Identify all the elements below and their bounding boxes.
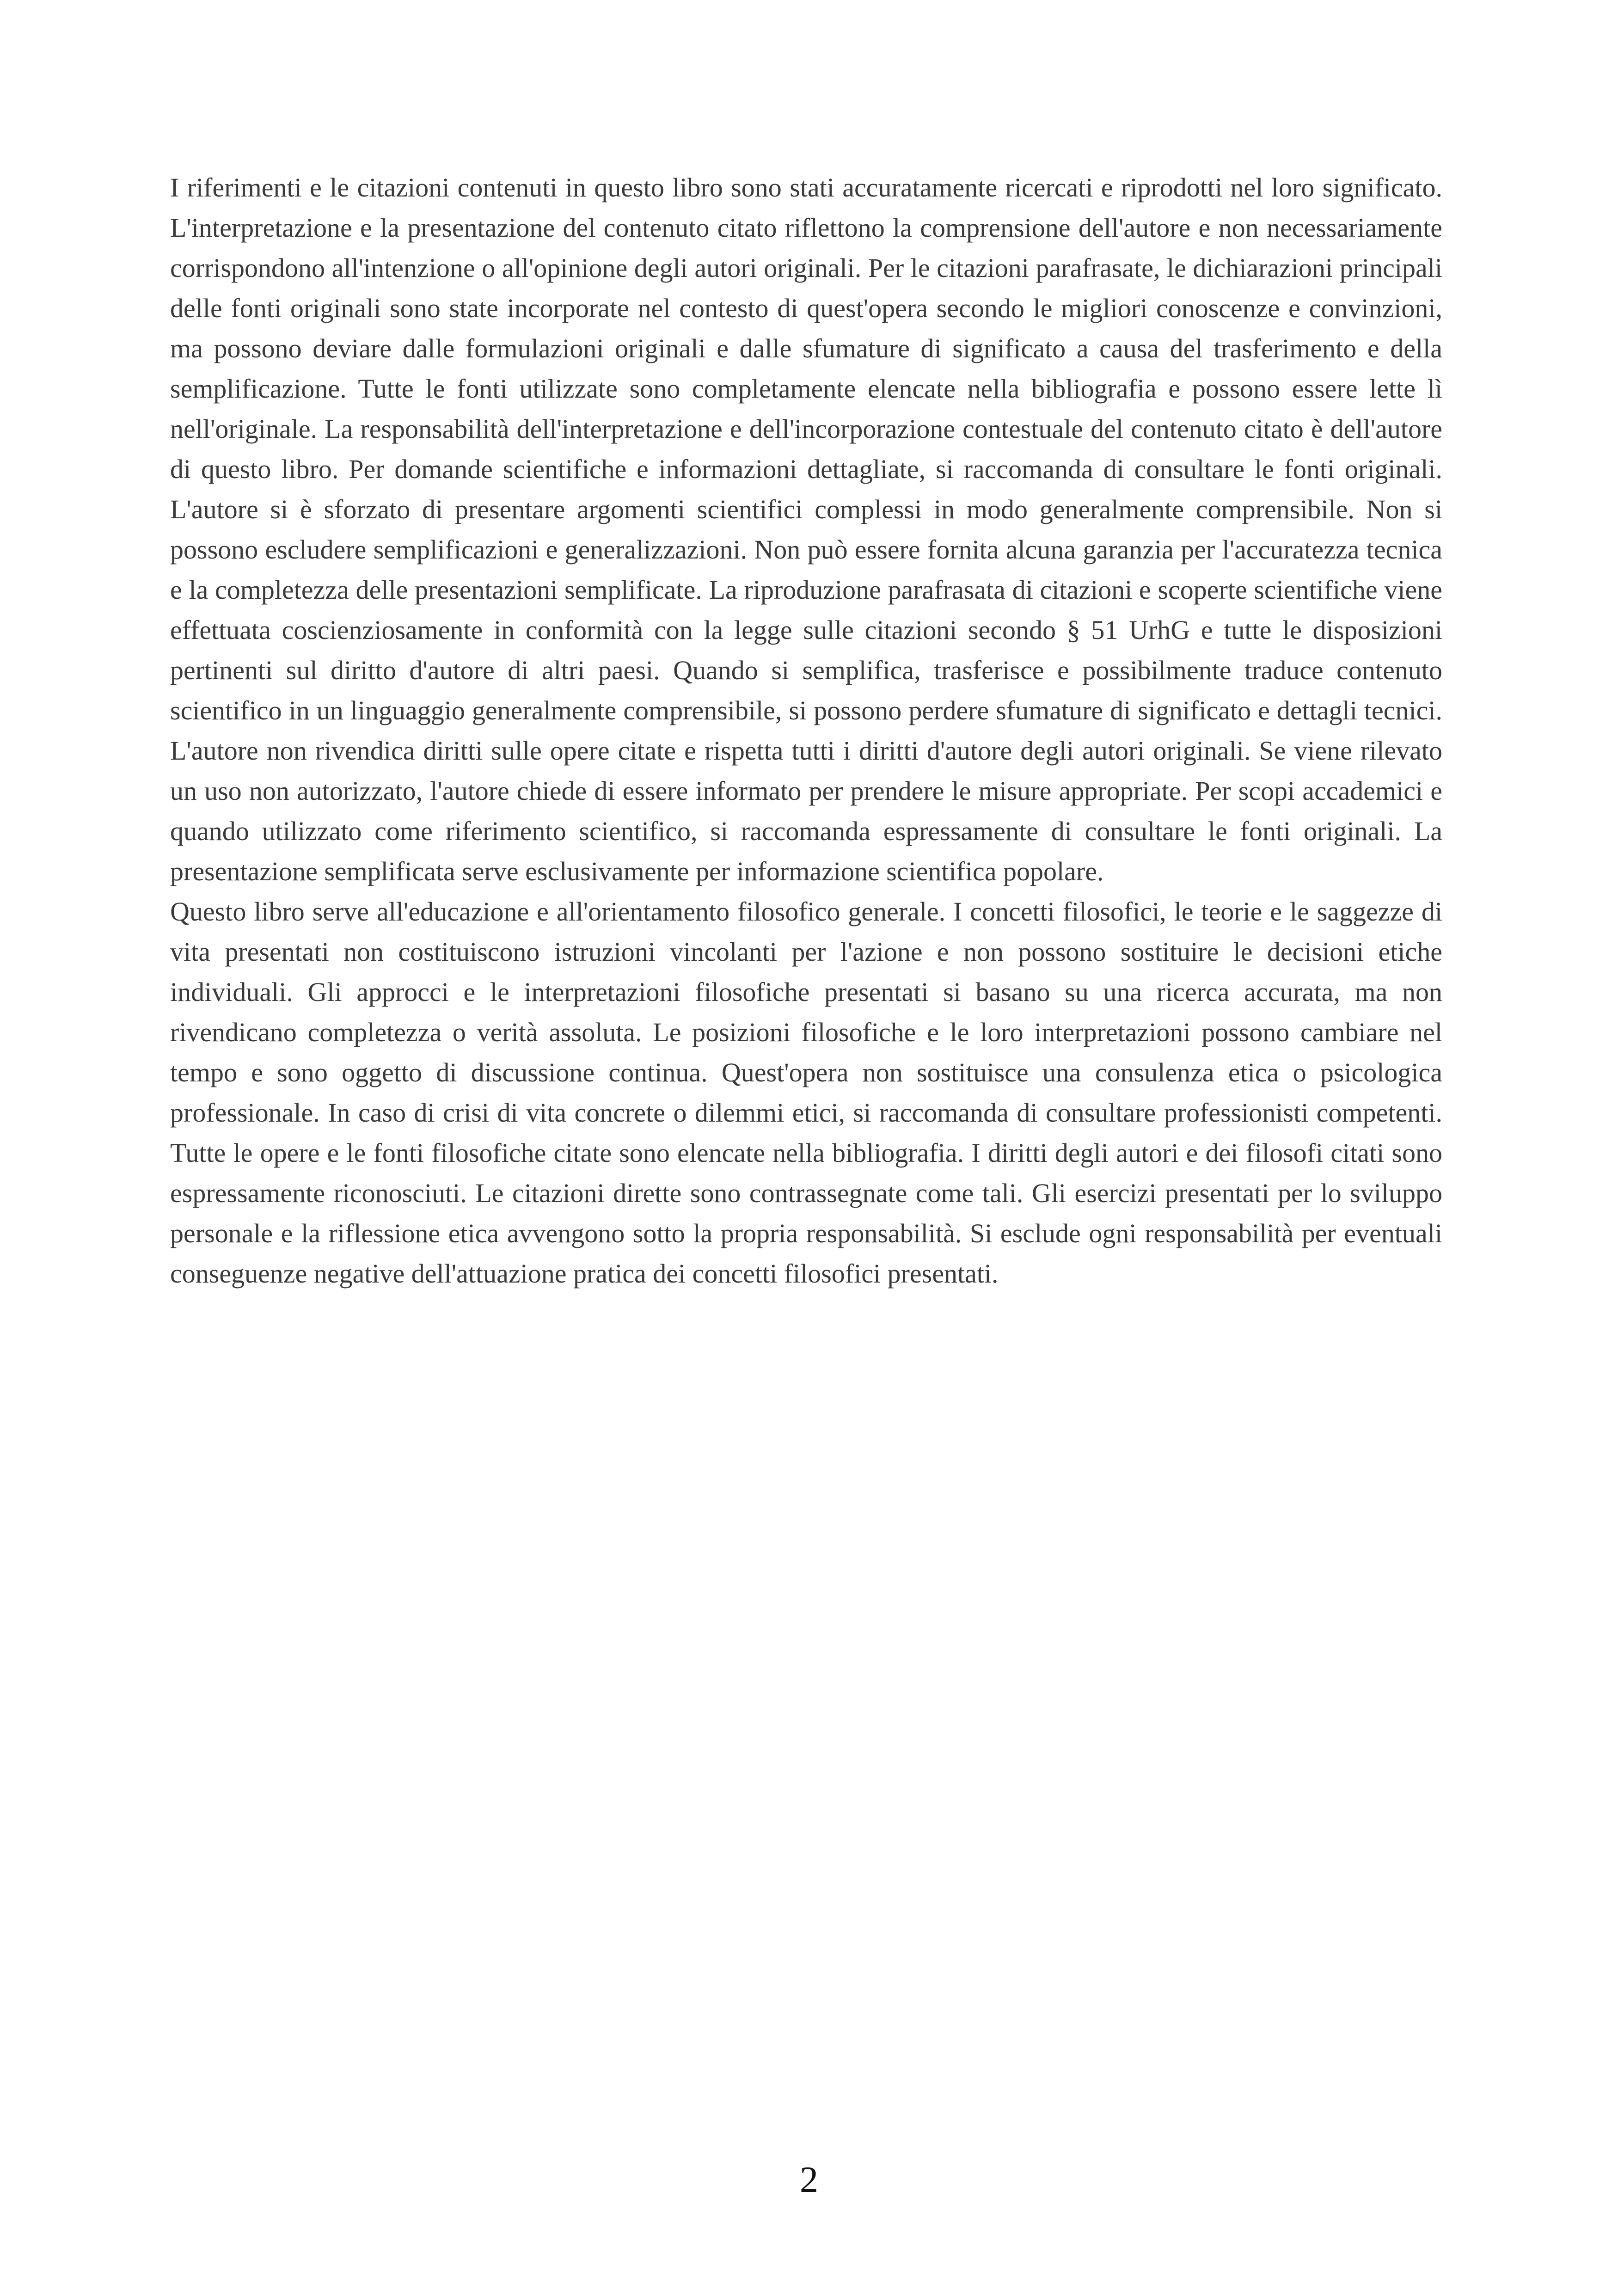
page-number: 2 xyxy=(800,2160,818,2200)
paragraph-references-disclaimer: I riferimenti e le citazioni contenuti in questo libro sono stati accuratamente ricercati e riprodotti nel loro significato. L'interpretazione e la presentazione del contenuto citato riflettono la comprensione dell'autore e non necessariamente corrispondono all'intenzione o all'opinione degli autori originali. Per le citazioni parafrasate, le dichiarazioni principali delle fonti originali sono state incorporate nel contesto di quest'opera secondo le migliori conoscenze e convinzioni, ma possono deviare dalle formulazioni originali e dalle sfumature di significato a causa del trasferimento e della semplificazione. Tutte le fonti utilizzate sono completamente elencate nella bibliografia e possono essere lette lì nell'originale. La responsabilità dell'interpretazione e dell'incorporazione contestuale del contenuto citato è dell'autore di questo libro. Per domande scientifiche e informazioni dettagliate, si raccomanda di consultare le fonti originali. L'autore si è sforzato di presentare argomenti scientifici complessi in modo generalmente comprensibile. Non si possono escludere semplificazioni e generalizzazioni. Non può essere fornita alcuna garanzia per l'accuratezza tecnica e la completezza delle presentazioni semplificate. La riproduzione parafrasata di citazioni e scoperte scientifiche viene effettuata coscienziosamente in conformità con la legge sulle citazioni secondo § 51 UrhG e tutte le disposizioni pertinenti sul diritto d'autore di altri paesi. Quando si semplifica, trasferisce e possibilmente traduce contenuto scientifico in un linguaggio generalmente comprensibile, si possono perdere sfumature di significato e dettagli tecnici. L'autore non rivendica diritti sulle opere citate e rispetta tutti i diritti d'autore degli autori originali. Se viene rilevato un uso non autorizzato, l'autore chiede di essere informato per prendere le misure appropriate. Per scopi accademici e quando utilizzato come riferimento scientifico, si raccomanda espressamente di consultare le fonti originali. La presentazione semplificata serve esclusivamente per informazione scientifica popolare. xyxy=(170,172,1442,886)
disclaimer-text xyxy=(170,167,1442,1294)
paragraph-philosophy-disclaimer: Questo libro serve all'educazione e all'orientamento filosofico generale. I concetti filosofici, le teorie e le saggezze di vita presentati non costituiscono istruzioni vincolanti per l'azione e non possono sostituire le decisioni etiche individuali. Gli approcci e le interpretazioni filosofiche presentati si basano su una ricerca accurata, ma non rivendicano completezza o verità assoluta. Le posizioni filosofiche e le loro interpretazioni possono cambiare nel tempo e sono oggetto di discussione continua. Quest'opera non sostituisce una consulenza etica o psicologica professionale. In caso di crisi di vita concrete o dilemmi etici, si raccomanda di consultare professionisti competenti. Tutte le opere e le fonti filosofiche citate sono elencate nella bibliografia. I diritti degli autori e dei filosofi citati sono espressamente riconosciuti. Le citazioni dirette sono contrassegnate come tali. Gli esercizi presentati per lo sviluppo personale e la riflessione etica avvengono sotto la propria responsabilità. Si esclude ogni responsabilità per eventuali conseguenze negative dell'attuazione pratica dei concetti filosofici presentati. xyxy=(170,896,1442,1289)
